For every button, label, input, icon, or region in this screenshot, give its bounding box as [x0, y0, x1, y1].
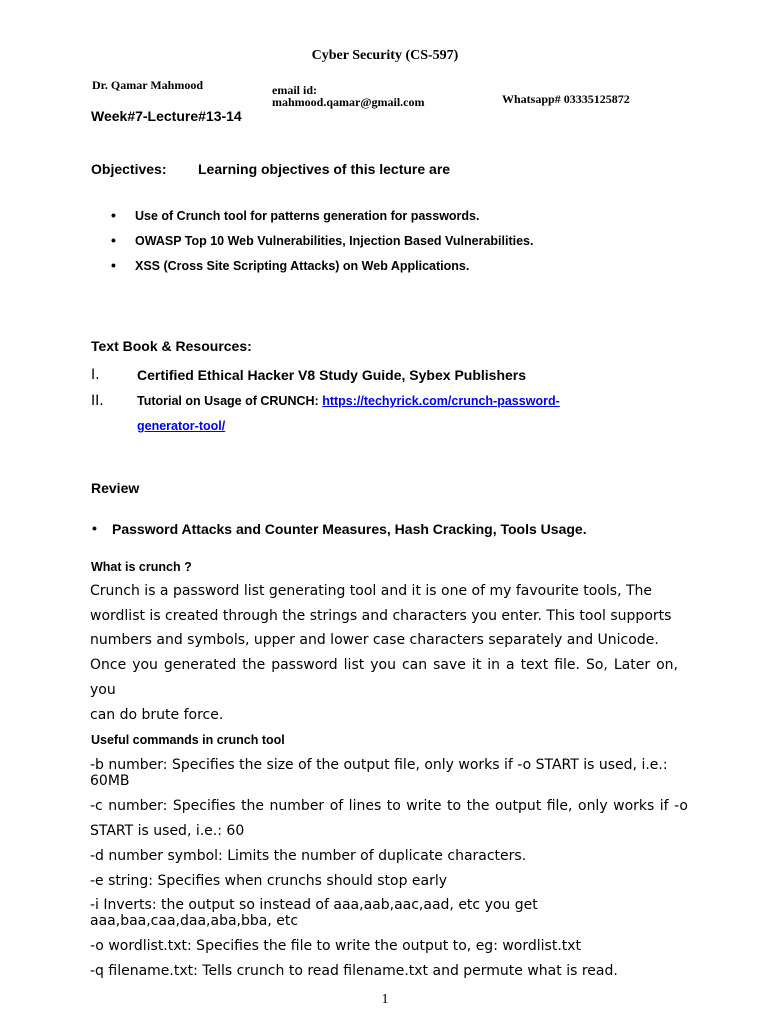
resource-label: Tutorial on Usage of CRUNCH: [137, 394, 323, 408]
command-line: -q filename.txt: Tells crunch to read filename.txt and permute what is read. [90, 963, 618, 979]
command-line: START is used, i.e.: 60 [90, 823, 245, 839]
resource-numeral: II. [91, 393, 104, 409]
paragraph-line: Crunch is a password list generating tool and it is one of my favourite tools, The [90, 583, 653, 599]
command-line: -c number: Specifies the number of lines to write to the output file, only works if -o [90, 798, 688, 814]
course-title: Cyber Security (CS-597) [311, 48, 459, 63]
command-line: -o wordlist.txt: Specifies the file to write the output to, eg: wordlist.txt [90, 938, 582, 954]
commands-heading: Useful commands in crunch tool [91, 733, 285, 747]
week-lecture: Week#7-Lecture#13-14 [91, 108, 242, 124]
email-value: mahmood.qamar@gmail.com [272, 95, 425, 109]
bullet-icon: • [92, 520, 97, 536]
paragraph-line: numbers and symbols, upper and lower case characters separately and Unicode. [90, 632, 659, 649]
command-line: 60MB [90, 773, 130, 789]
objective-item: Use of Crunch tool for patterns generation for passwords. [135, 209, 480, 223]
paragraph-line: Once you generated the password list you can save it in a text file. So, Later on, you [90, 657, 678, 698]
command-item [90, 938, 581, 954]
resources-heading: Text Book & Resources: [91, 338, 252, 354]
crunch-paragraph [90, 579, 678, 727]
crunch-tutorial-link-continued[interactable]: generator-tool/ [137, 419, 226, 433]
objective-item: XSS (Cross Site Scripting Attacks) on Web Applications. [135, 259, 470, 273]
command-item [90, 798, 688, 839]
command-item [90, 757, 668, 789]
review-heading: Review [91, 480, 140, 496]
objectives-label: Objectives: [91, 161, 167, 177]
command-item [90, 897, 538, 929]
resource-numeral: I. [91, 367, 100, 383]
crunch-tutorial-link[interactable]: https://techyrick.com/crunch-password- [322, 394, 560, 408]
command-line: aaa,baa,caa,daa,aba,bba, etc [90, 913, 299, 929]
command-line: -d number symbol: Limits the number of duplicate characters. [90, 848, 527, 864]
command-item [90, 848, 526, 864]
command-line: -i Inverts: the output so instead of aaa,aab,aac,aad, etc you get [90, 897, 538, 913]
resource-link-continued [137, 419, 225, 433]
command-line: -e string: Specifies when crunchs should stop early [90, 873, 448, 889]
bullet-icon: • [111, 207, 116, 223]
paragraph-line: wordlist is created through the strings and characters you enter. This tool supports [90, 607, 672, 624]
instructor-name: Dr. Qamar Mahmood [92, 78, 203, 92]
paragraph-line: can do brute force. [90, 706, 224, 723]
whatsapp-number: Whatsapp# 03335125872 [502, 92, 630, 106]
command-item [90, 963, 618, 979]
crunch-heading: What is crunch ? [91, 560, 192, 574]
command-item [90, 873, 447, 889]
bullet-icon: • [111, 257, 116, 273]
page-number: 1 [381, 992, 389, 1007]
review-item: Password Attacks and Counter Measures, Hash Cracking, Tools Usage. [112, 521, 587, 537]
resource-item [137, 394, 560, 408]
objective-item: OWASP Top 10 Web Vulnerabilities, Injection Based Vulnerabilities. [135, 234, 534, 248]
bullet-icon: • [111, 232, 116, 248]
command-line: -b number: Specifies the size of the output file, only works if -o START is used, i.e.: [90, 757, 668, 773]
resource-item: Certified Ethical Hacker V8 Study Guide, Sybex Publishers [137, 367, 527, 383]
email-label: email id: [272, 83, 317, 97]
objectives-intro: Learning objectives of this lecture are [198, 161, 451, 177]
